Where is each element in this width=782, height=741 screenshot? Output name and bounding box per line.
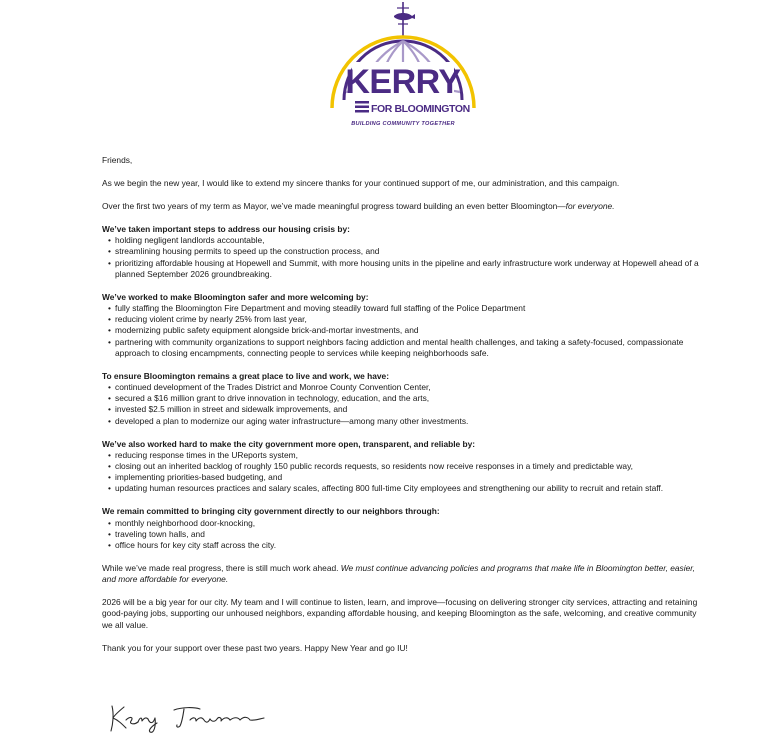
- list-item: • modernizing public safety equipment alongside brick-and-mortar investments, and: [108, 325, 702, 336]
- progress-paragraph: [102, 201, 702, 212]
- government-list: [102, 450, 702, 495]
- list-item: • reducing violent crime by nearly 25% from last year,: [108, 314, 702, 325]
- list-item: • traveling town halls, and: [108, 529, 702, 540]
- neighbors-list: [102, 518, 702, 552]
- list-item: • updating human resources practices and salary scales, affecting 800 full-time City employees and strengthening our ability to recruit and retain staff.: [108, 483, 702, 494]
- campaign-logo-graphic: [322, 0, 482, 132]
- list-item: • reducing response times in the UReports system,: [108, 450, 702, 461]
- closing-paragraph: Thank you for your support over these past two years. Happy New Year and go IU!: [102, 642, 408, 653]
- housing-list: [102, 235, 702, 280]
- list-item: • holding negligent landlords accountable,: [108, 235, 702, 246]
- list-item: • invested $2.5 million in street and sidewalk improvements, and: [108, 404, 702, 415]
- section-heading-government: We’ve also worked hard to make the city government more open, transparent, and reliable by:: [102, 438, 476, 449]
- section-heading-safety: We’ve worked to make Bloomington safer and more welcoming by:: [102, 291, 369, 302]
- list-item: • partnering with community organizations to support neighbors facing addiction and mental health challenges, and taking a safety-focused, compassionate approach to closing encampments, connecting people to services while keeping neighborhoods safe.: [108, 337, 702, 359]
- work-ahead-paragraph: [102, 563, 702, 585]
- safety-list: [102, 303, 702, 359]
- work-ahead-text: While we’ve made real progress, there is still much work ahead.: [102, 563, 341, 574]
- logo-tagline: BUILDING COMMUNITY TOGETHER: [351, 121, 455, 127]
- signature-image: [104, 698, 279, 736]
- list-item: • streamlining housing permits to speed up the construction process, and: [108, 246, 702, 257]
- section-heading-economy: To ensure Bloomington remains a great place to live and work, we have:: [102, 370, 389, 381]
- list-item: • secured a $16 million grant to drive innovation in technology, education, and the arts,: [108, 393, 702, 404]
- progress-italic: for everyone.: [565, 201, 615, 211]
- intro-paragraph: As we begin the new year, I would like to extend my sincere thanks for your continued support of me, our administration, and this campaign.: [102, 178, 620, 188]
- economy-list: [102, 382, 702, 427]
- weathervane-icon: [394, 2, 415, 36]
- list-item: • prioritizing affordable housing at Hopewell and Summit, with more housing units in the pipeline and early infrastructure work underway at Hopewell ahead of a planned September 2026 groundbreaking.: [108, 258, 702, 280]
- work-ahead-italic: We must continue advancing policies and programs that make life in Bloomington better, easier, and more affordable for everyone.: [102, 563, 695, 585]
- list-item: • office hours for key city staff across the city.: [108, 540, 702, 551]
- list-item: • closing out an inherited backlog of roughly 150 public records requests, so residents now receive responses in a timely and predictable way,: [108, 461, 702, 472]
- outlook-paragraph: 2026 will be a big year for our city. My team and I will continue to listen, learn, and improve—focusing on delivering stronger city services, attracting and retaining good-paying jobs, supporting our unhoused neighbors, expanding affordable housing, and keeping Bloomington as the safe, welcoming, and creative community we all value.: [102, 597, 698, 630]
- letter-body: [102, 155, 702, 654]
- campaign-logo: [322, 0, 482, 132]
- section-heading-neighbors: We remain committed to bringing city government directly to our neighbors through:: [102, 506, 440, 517]
- list-item: • developed a plan to modernize our aging water infrastructure—among many other investments.: [108, 416, 702, 427]
- list-item: • implementing priorities-based budgeting, and: [108, 472, 702, 483]
- signature: [104, 698, 279, 736]
- list-item: • continued development of the Trades District and Monroe County Convention Center,: [108, 382, 702, 393]
- list-item: • monthly neighborhood door-knocking,: [108, 518, 702, 529]
- list-item: • fully staffing the Bloomington Fire Department and moving steadily toward full staffing of the Police Department: [108, 303, 702, 314]
- progress-text: Over the first two years of my term as Mayor, we’ve made meaningful progress toward building an even better Bloomington—: [102, 201, 566, 211]
- section-heading-housing: We’ve taken important steps to address our housing crisis by:: [102, 224, 350, 234]
- logo-name: KERRY: [345, 63, 461, 101]
- logo-for-text: FOR BLOOMINGTON: [371, 103, 470, 115]
- salutation: Friends,: [102, 155, 133, 165]
